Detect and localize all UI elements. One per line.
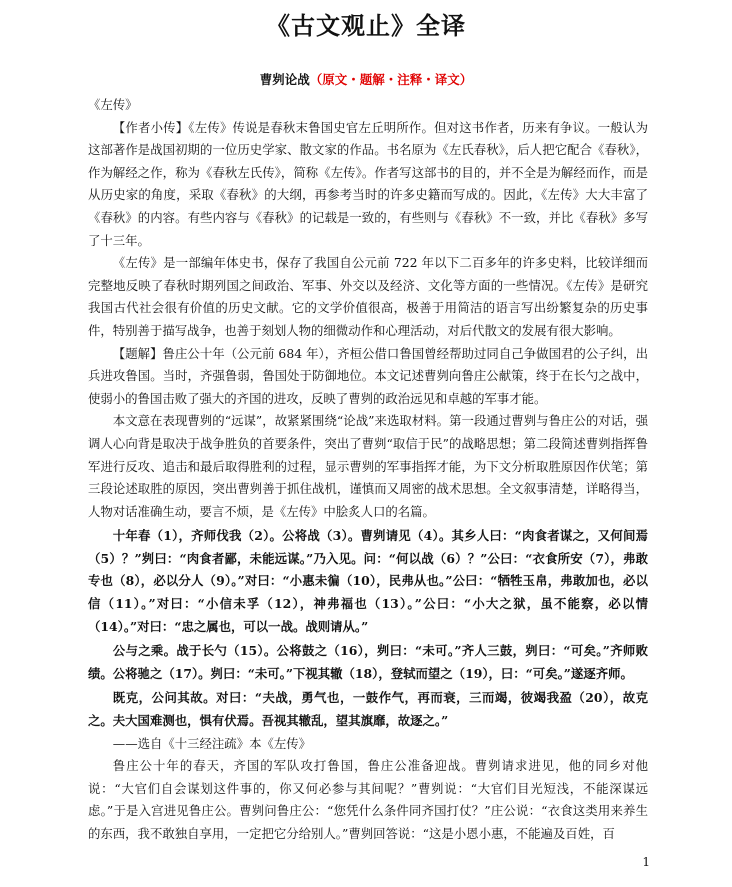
author-note-paragraph: 【作者小传】《左传》传说是春秋末鲁国史官左丘明所作。但对这书作者，历来有争议。一般认为这部著作是战国初期的一位历史学家、散文家的作品。书名原为《左氏春秋》，后人把它配合《春秋》，作为解经之作，称为《春秋左氏传》，简称《左传》。作者写这部书的目的，并不全是为解经而作，而是从历史家的角度，采取《春秋》的大纲，再参考当时的许多史籍而写成的。因此，《左传》大大丰富了《春秋》的内容。有些内容与《春秋》的记载是一致的，有些则与《春秋》不一致，并比《春秋》多写了十三年。 xyxy=(88,119,648,248)
original-text-paragraph-1: 十年春（1），齐师伐我（2）。公将战（3）。曹刿请见（4）。其乡人曰：“肉食者谋之，又何间焉（5）？”刿曰：“肉食者鄙，未能远谋。”乃入见。问：“何以战（6）？”公曰：“衣食所安（7），弗敢专也（8），必以分人（9）。”对曰：“小惠未徧（10），民弗从也。”公曰：“牺牲玉帛，弗敢加也，必以信（11）。”对曰：“小信未孚（12），神弗福也（13）。”公曰：“小大之狱，虽不能察，必以情（14）。”对曰：“忠之属也，可以一战。战则请从。” xyxy=(88,528,648,634)
source-line: 《左传》 xyxy=(88,97,138,112)
section-title-main: 曹刿论战 xyxy=(259,72,310,87)
explanation-paragraph-1: 【题解】鲁庄公十年（公元前 684 年），齐桓公借口鲁国曾经帮助过同自己争做国君的公子纠，出兵进攻鲁国。当时，齐强鲁弱，鲁国处于防御地位。本文记述曹刿向鲁庄公献策，终于在长勺之战中，使弱小的鲁国击败了强大的齐国的进攻，反映了曹刿的政治远见和卓越的军事才能。 xyxy=(88,345,648,406)
explanation-paragraph-2: 本文意在表现曹刿的“远谋”，故紧紧围绕“论战”来选取材料。第一段通过曹刿与鲁庄公的对话，强调人心向背是取决于战争胜负的首要条件，突出了曹刿“取信于民”的战略思想；第二段简述曹刿指挥鲁军进行反攻、追击和最后取得胜利的过程，显示曹刿的军事指挥才能，为下文分析取胜原因作伏笔；第三段论述取胜的原因，突出曹刿善于抓住战机，谨慎而又周密的战术思想。全文叙事清楚，详略得当，人物对话准确生动，要言不烦，是《左传》中脍炙人口的名篇。 xyxy=(88,413,648,519)
original-text-paragraph-2: 公与之乘。战于长勺（15）。公将鼓之（16），刿曰：“未可。”齐人三鼓，刿曰：“可矣。”齐师败绩。公将驰之（17）。刿曰：“未可。”下视其辙（18），登轼而望之（19），曰：“可矣。”遂逐齐师。 xyxy=(88,643,648,681)
original-text-paragraph-3: 既克，公问其故。对曰：“夫战，勇气也，一鼓作气，再而衰，三而竭，彼竭我盈（20），故克之。夫大国难测也，惧有伏焉。吾视其辙乱，望其旗靡，故逐之。” xyxy=(88,690,648,729)
translation-paragraph-1: 鲁庄公十年的春天，齐国的军队攻打鲁国，鲁庄公准备迎战。曹刿请求进见，他的同乡对他说：“大官们自会谋划这件事的，你又何必参与其间呢？”曹刿说：“大官们目光短浅，不能深谋远虑。”于是入宫进见鲁庄公。曹刿问鲁庄公：“您凭什么条件同齐国打仗？”庄公说：“衣食这类用来养生的东西，我不敢独自享用，一定把它分给别人。”曹刿回答说：“这是小恩小惠，不能遍及百姓，百 xyxy=(88,758,648,841)
section-title xyxy=(0,70,732,88)
page-number: 1 xyxy=(642,855,650,869)
body-text xyxy=(88,94,648,846)
document-title: 《古文观止》全译 xyxy=(266,11,466,40)
book-intro-paragraph: 《左传》是一部编年体史书，保存了我国自公元前 722 年以下二百多年的许多史料，比较详细而完整地反映了春秋时期列国之间政治、军事、外交以及经济、文化等方面的一些情况。《左传》是研究我国古代社会很有价值的历史文献。它的文学价值很高，极善于用简洁的语言写出纷繁复杂的历史事件，特别善于描写战争，也善于刻划人物的细微动作和心理活动，对后代散文的发展有很大影响。 xyxy=(88,255,648,338)
section-title-subtitle: （原文・题解・注释・译文） xyxy=(309,72,473,87)
citation-line: ——选自《十三经注疏》本《左传》 xyxy=(112,735,312,751)
